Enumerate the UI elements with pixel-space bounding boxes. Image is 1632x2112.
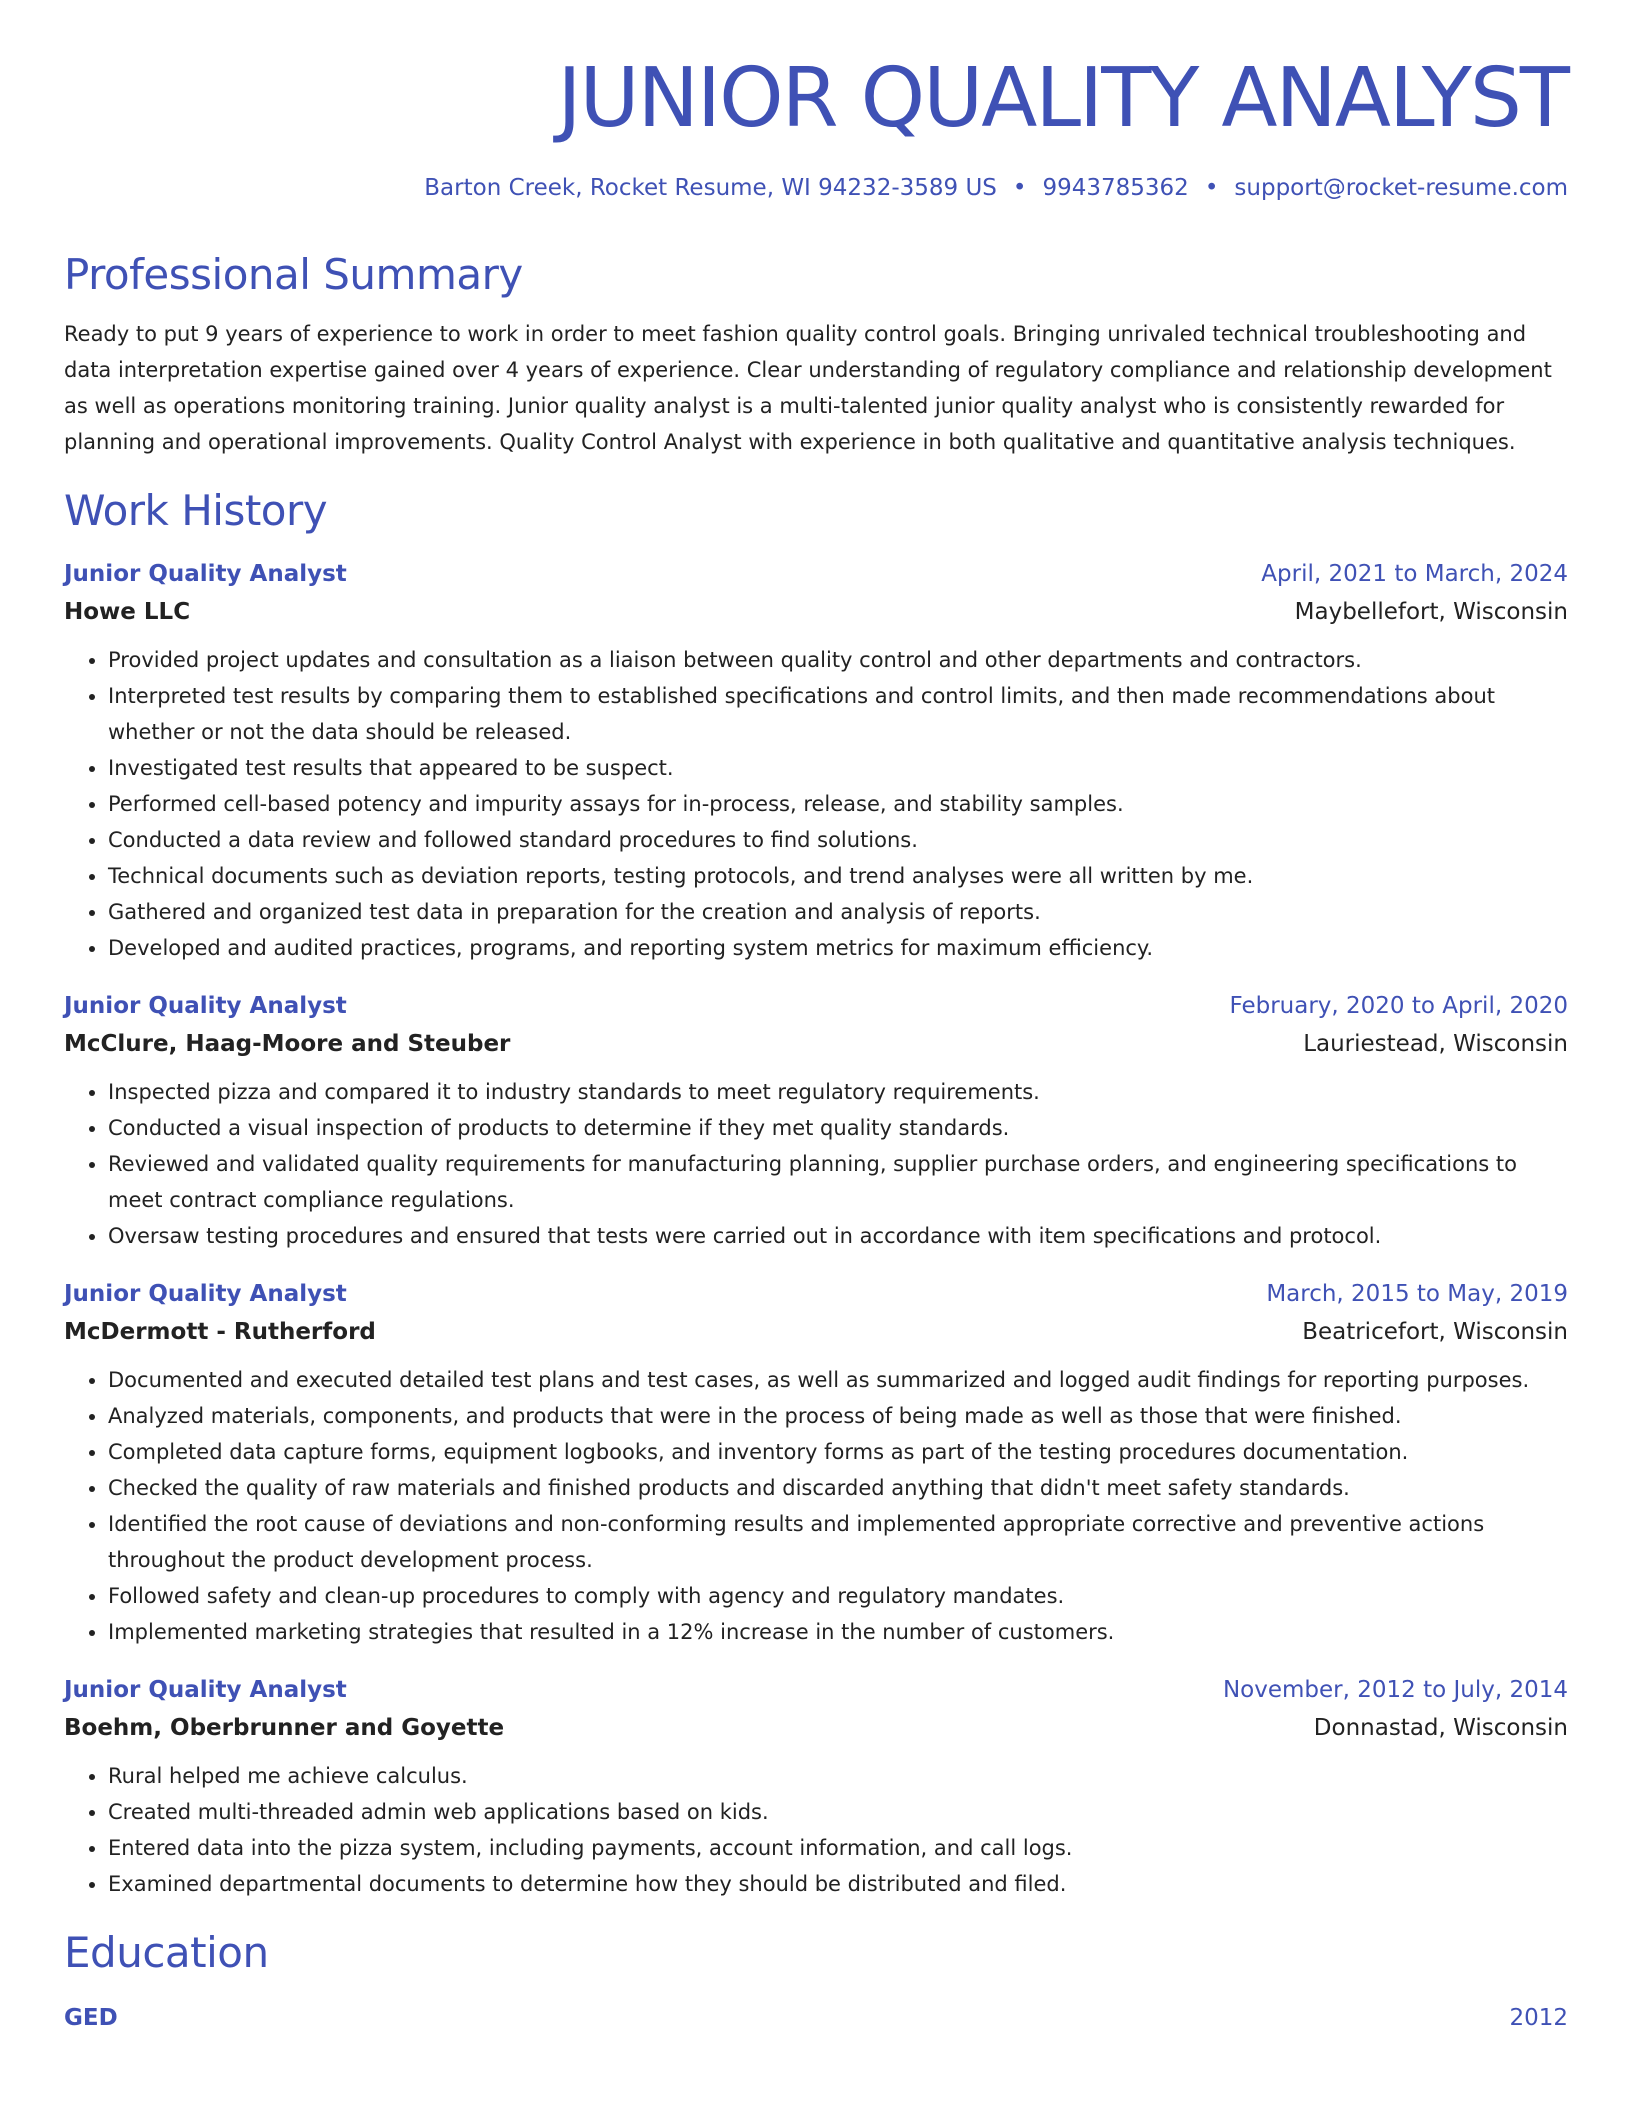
summary-heading: Professional Summary xyxy=(64,250,523,299)
job-bullet: • Investigated test results that appeared to be suspect. xyxy=(108,750,1568,786)
job-bullet: • Completed data capture forms, equipment logbooks, and inventory forms as part of the testing procedures documentation. xyxy=(108,1434,1568,1470)
contact-address: Barton Creek, Rocket Resume, WI 94232-3589 US xyxy=(424,175,997,201)
job-bullet: • Implemented marketing strategies that resulted in a 12% increase in the number of customers. xyxy=(108,1614,1568,1650)
job-bullet: • Created multi-threaded admin web applications based on kids. xyxy=(108,1794,1568,1830)
job-location: Lauriestead, Wisconsin xyxy=(1303,1031,1568,1057)
job-title: Junior Quality Analyst xyxy=(64,1677,347,1703)
job-bullet: • Inspected pizza and compared it to industry standards to meet regulatory requirements. xyxy=(108,1074,1568,1110)
job-bullet: • Followed safety and clean-up procedures to comply with agency and regulatory mandates. xyxy=(108,1578,1568,1614)
job-entry xyxy=(64,556,1568,966)
education-degree: GED xyxy=(64,2005,118,2031)
job-bullet: • Identified the root cause of deviations and non-conforming results and implemented appropriate corrective and preventive actions throughout the product development process. xyxy=(108,1506,1568,1578)
education-heading: Education xyxy=(64,1928,269,1977)
job-bullets xyxy=(64,1362,1568,1650)
job-bullet: • Rural helped me achieve calculus. xyxy=(108,1758,1568,1794)
job-dates: March, 2015 to May, 2019 xyxy=(1266,1281,1568,1307)
job-entry xyxy=(64,1276,1568,1650)
job-bullet: • Entered data into the pizza system, including payments, account information, and call logs. xyxy=(108,1830,1568,1866)
job-bullet: • Gathered and organized test data in preparation for the creation and analysis of reports. xyxy=(108,894,1568,930)
job-location: Donnastad, Wisconsin xyxy=(1313,1715,1568,1741)
job-bullet: • Oversaw testing procedures and ensured that tests were carried out in accordance with item specifications and protocol. xyxy=(108,1218,1568,1254)
job-company: McClure, Haag-Moore and Steuber xyxy=(64,1031,511,1057)
job-bullet: • Provided project updates and consultation as a liaison between quality control and other departments and contractors. xyxy=(108,642,1568,678)
contact-separator: • xyxy=(1204,175,1219,201)
job-bullets xyxy=(64,642,1568,966)
job-bullet: • Conducted a data review and followed standard procedures to find solutions. xyxy=(108,822,1568,858)
job-title: Junior Quality Analyst xyxy=(64,993,347,1019)
job-bullets xyxy=(64,1074,1568,1254)
resume-name: JUNIOR QUALITY ANALYST xyxy=(557,51,1568,146)
job-location: Beatricefort, Wisconsin xyxy=(1302,1319,1568,1345)
job-entry xyxy=(64,988,1568,1254)
work-history-heading: Work History xyxy=(64,486,328,535)
summary-text: Ready to put 9 years of experience to work in order to meet fashion quality control goals. Bringing unrivaled technical troubleshooting and data interpretation expertise gained over 4 years of experience. Clear understanding of regulatory compliance and relationship development as well as operations monitoring training. Junior quality analyst is a multi-talented junior quality analyst who is consistently rewarded for planning and operational improvements. Quality Control Analyst with experience in both qualitative and quantitative analysis techniques. xyxy=(64,322,1552,454)
job-dates: November, 2012 to July, 2014 xyxy=(1222,1677,1568,1703)
job-bullet: • Conducted a visual inspection of products to determine if they met quality standards. xyxy=(108,1110,1568,1146)
job-company: Howe LLC xyxy=(64,599,191,625)
education-entry xyxy=(64,2000,1568,2036)
contact-separator: • xyxy=(1012,175,1027,201)
job-dates: April, 2021 to March, 2024 xyxy=(1261,561,1568,587)
job-company: McDermott - Rutherford xyxy=(64,1319,376,1345)
job-bullet: • Performed cell-based potency and impurity assays for in-process, release, and stability samples. xyxy=(108,786,1568,822)
job-dates: February, 2020 to April, 2020 xyxy=(1229,993,1568,1019)
job-bullet: • Developed and audited practices, programs, and reporting system metrics for maximum efficiency. xyxy=(108,930,1568,966)
job-title: Junior Quality Analyst xyxy=(64,1281,347,1307)
job-bullet: • Documented and executed detailed test plans and test cases, as well as summarized and logged audit findings for reporting purposes. xyxy=(108,1362,1568,1398)
contact-phone[interactable]: 9943785362 xyxy=(1042,175,1189,201)
education-year: 2012 xyxy=(1509,2005,1568,2031)
job-location: Maybellefort, Wisconsin xyxy=(1294,599,1568,625)
job-bullet: • Technical documents such as deviation reports, testing protocols, and trend analyses were all written by me. xyxy=(108,858,1568,894)
job-company: Boehm, Oberbrunner and Goyette xyxy=(64,1715,505,1741)
job-bullet: • Interpreted test results by comparing them to established specifications and control limits, and then made recommendations about whether or not the data should be released. xyxy=(108,678,1568,750)
job-bullet: • Examined departmental documents to determine how they should be distributed and filed. xyxy=(108,1866,1568,1902)
contact-email[interactable]: support@rocket-resume.com xyxy=(1234,175,1568,201)
job-bullet: • Reviewed and validated quality requirements for manufacturing planning, supplier purchase orders, and engineering specifications to meet contract compliance regulations. xyxy=(108,1146,1568,1218)
job-title: Junior Quality Analyst xyxy=(64,561,347,587)
contact-line xyxy=(64,174,1568,202)
job-entry xyxy=(64,1672,1568,1902)
job-bullets xyxy=(64,1758,1568,1902)
job-bullet: • Checked the quality of raw materials and finished products and discarded anything that didn't meet safety standards. xyxy=(108,1470,1568,1506)
job-bullet: • Analyzed materials, components, and products that were in the process of being made as well as those that were finished. xyxy=(108,1398,1568,1434)
